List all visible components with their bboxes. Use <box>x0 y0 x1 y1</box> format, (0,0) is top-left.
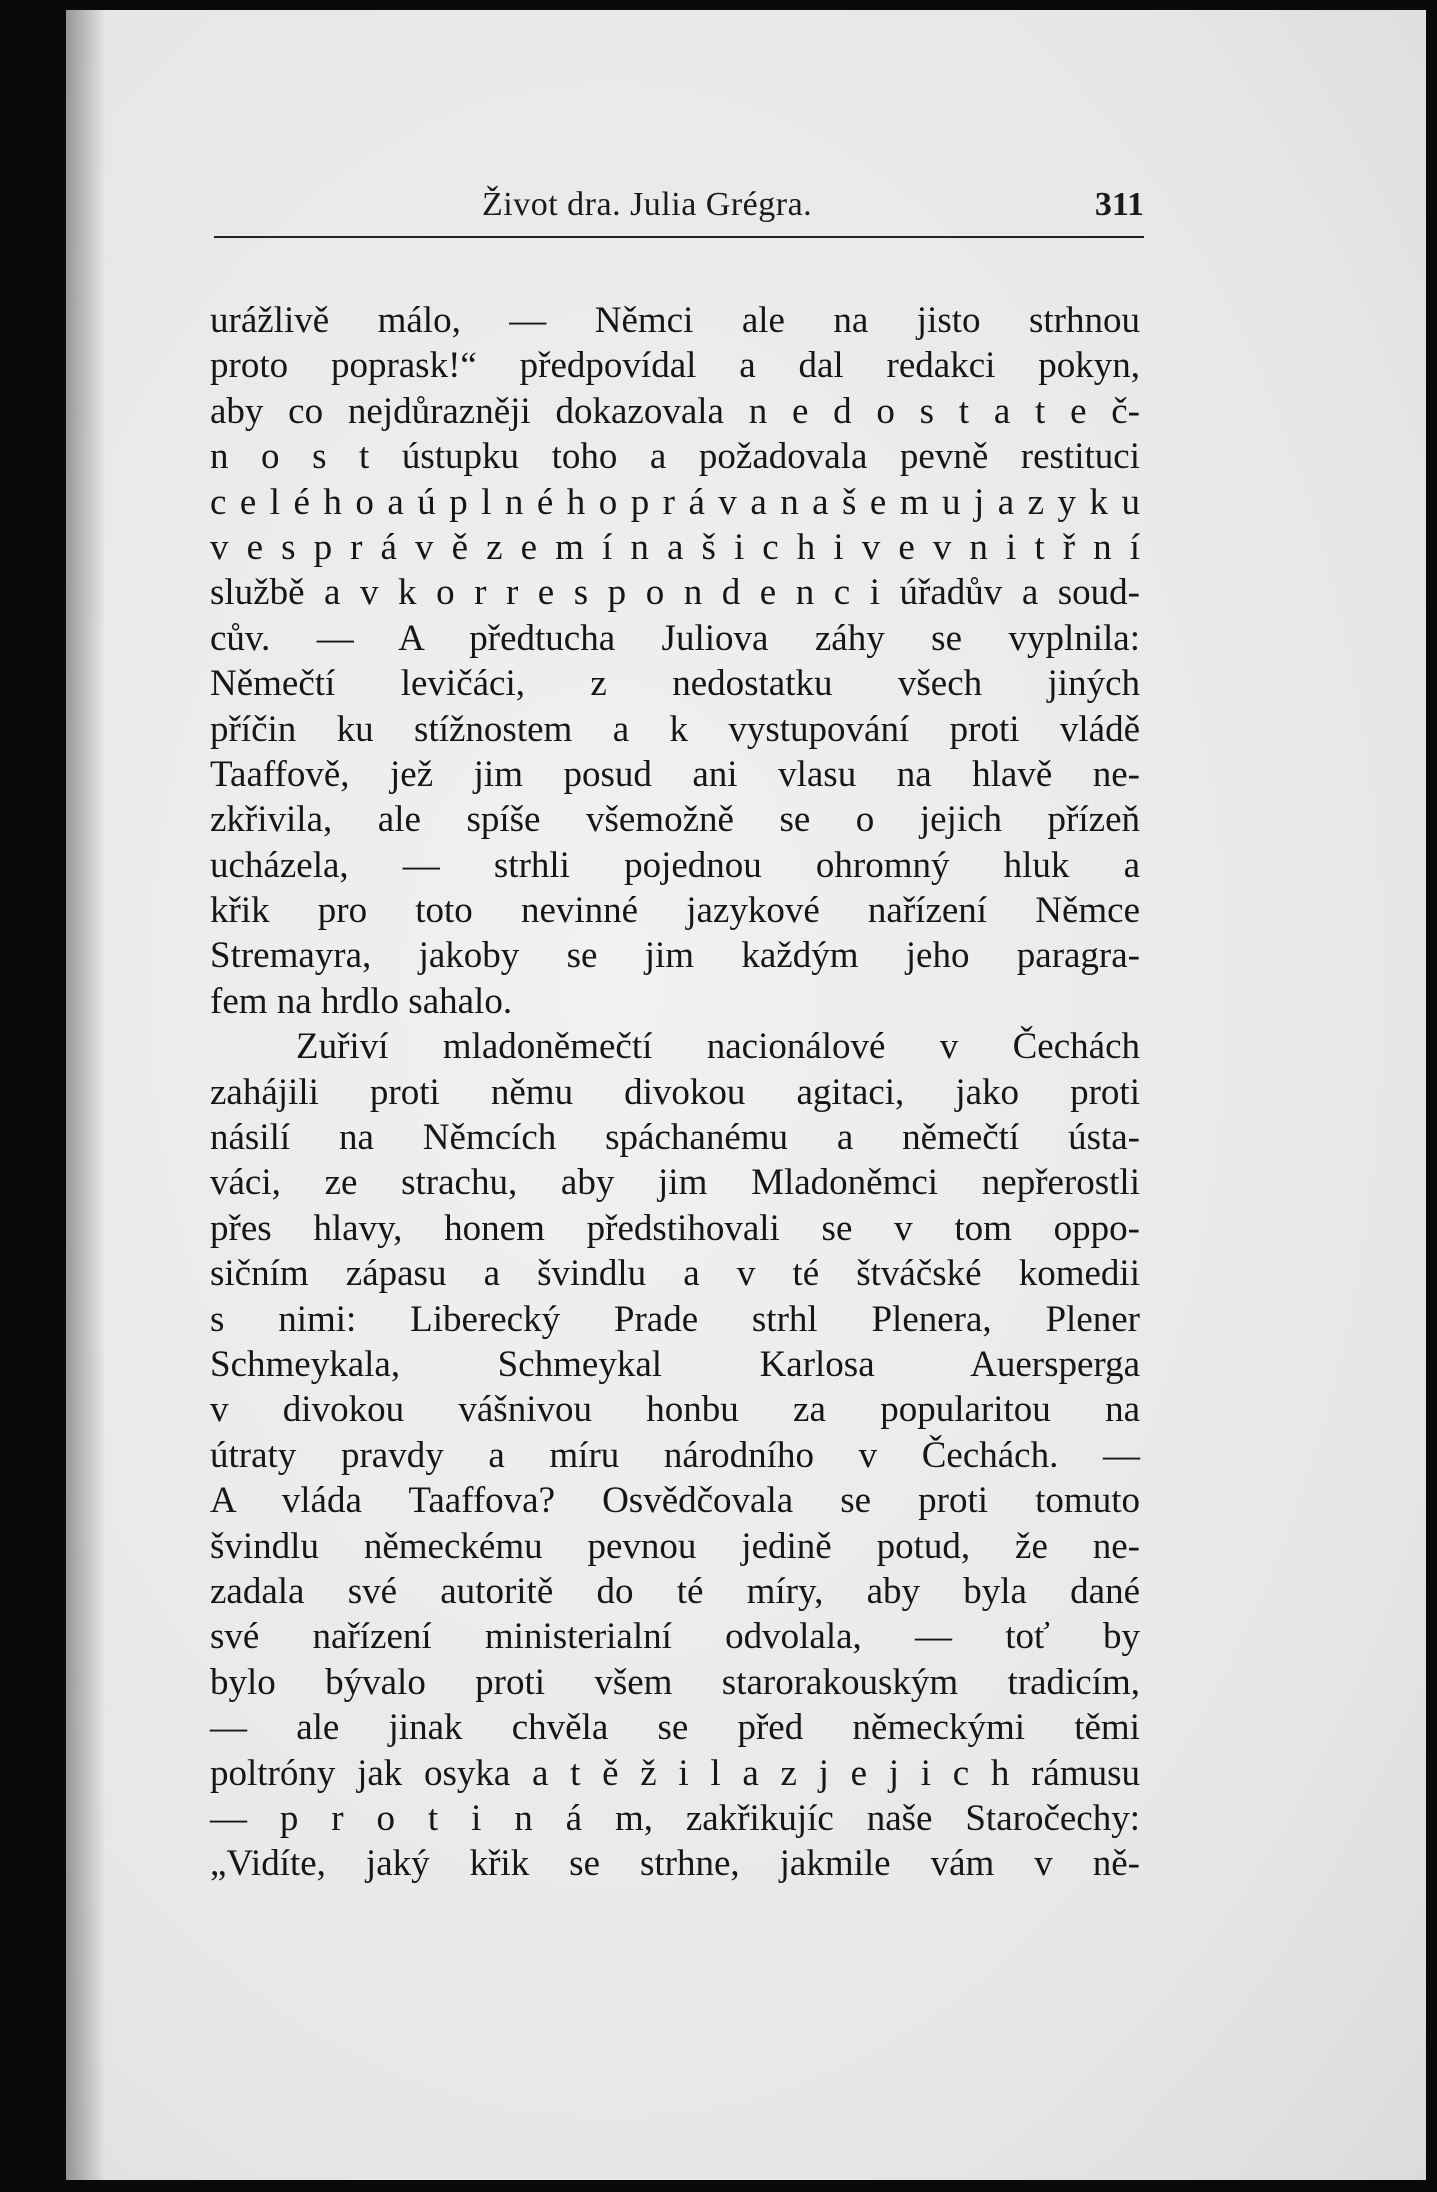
text-line: Němečtí levičáci, z nedostatku všech jiných <box>210 663 1140 705</box>
text-line: službě a v k o r r e s p o n d e n c i úřadův a soud- <box>210 572 1140 614</box>
text-line: — ale jinak chvěla se před německými těmi <box>210 1707 1140 1749</box>
text-line: c e l é h o a ú p l n é h o p r á v a n a š e m u j a z y k u <box>210 481 1140 523</box>
text-line: zadala své autoritě do té míry, aby byla dané <box>210 1570 1140 1612</box>
text-line: útraty pravdy a míru národního v Čechách. — <box>210 1434 1140 1476</box>
text-line: příčin ku stížnostem a k vystupování proti vládě <box>210 708 1140 750</box>
text-line: Taaffově, jež jim posud ani vlasu na hlavě ne- <box>210 753 1140 795</box>
text-line: v e s p r á v ě z e m í n a š i c h i v e v n i t ř n í <box>210 526 1140 568</box>
text-line: s nimi: Liberecký Prade strhl Plenera, Plener <box>210 1298 1140 1340</box>
page-number: 311 <box>1094 186 1144 223</box>
body-text <box>210 298 1140 1887</box>
text-line: poltróny jak osyka a t ě ž i l a z j e j i c h rámusu <box>210 1752 1140 1794</box>
running-title: Život dra. Julia Grégra. <box>482 186 813 223</box>
text-line: zahájili proti němu divokou agitaci, jako proti <box>210 1071 1140 1113</box>
text-line: cův. — A předtucha Juliova záhy se vyplnila: <box>210 617 1140 659</box>
text-line: ucházela, — strhli pojednou ohromný hluk a <box>210 844 1140 886</box>
text-line: n o s t ústupku toho a požadovala pevně restituci <box>210 436 1140 478</box>
text-line: bylo bývalo proti všem starorakouským tradicím, <box>210 1661 1140 1703</box>
text-line: Schmeykala, Schmeykal Karlosa Auersperga <box>210 1343 1140 1385</box>
text-line: „Vidíte, jaký křik se strhne, jakmile vám v ně- <box>210 1843 1140 1885</box>
text-line: švindlu německému pevnou jedině potud, že ne- <box>210 1525 1140 1567</box>
text-line: zkřivila, ale spíše všemožně se o jejich přízeň <box>210 799 1140 841</box>
text-line: Stremayra, jakoby se jim každým jeho paragra- <box>210 935 1140 977</box>
text-line: v divokou vášnivou honbu za popularitou na <box>210 1389 1140 1431</box>
text-line: křik pro toto nevinné jazykové nařízení Němce <box>210 890 1140 932</box>
text-line: násilí na Němcích spáchanému a němečtí ústa- <box>210 1117 1140 1159</box>
paragraph-end-line: fem na hrdlo sahalo. <box>210 980 513 1022</box>
text-line: sičním zápasu a švindlu a v té štváčské komedii <box>210 1253 1140 1295</box>
text-line: proto poprask!“ předpovídal a dal redakci pokyn, <box>210 345 1140 387</box>
text-line: A vláda Taaffova? Osvědčovala se proti tomuto <box>210 1480 1140 1522</box>
gutter-shadow <box>66 10 106 2180</box>
text-line: své nařízení ministerialní odvolala, — toť by <box>210 1616 1140 1658</box>
text-line: aby co nejdůrazněji dokazovala n e d o s t a t e č- <box>210 390 1140 432</box>
text-line: urážlivě málo, — Němci ale na jisto strhnou <box>210 300 1140 341</box>
text-line: — p r o t i n á m, zakřikujíc naše Staročechy: <box>210 1797 1140 1839</box>
page-header <box>214 186 1144 238</box>
text-line: přes hlavy, honem předstihovali se v tom oppo- <box>210 1207 1140 1249</box>
text-line: váci, ze strachu, aby jim Mladoněmci nepřerostli <box>210 1162 1140 1204</box>
paragraph-start-line: Zuřiví mladoněmečtí nacionálové v Čechách <box>296 1026 1140 1068</box>
